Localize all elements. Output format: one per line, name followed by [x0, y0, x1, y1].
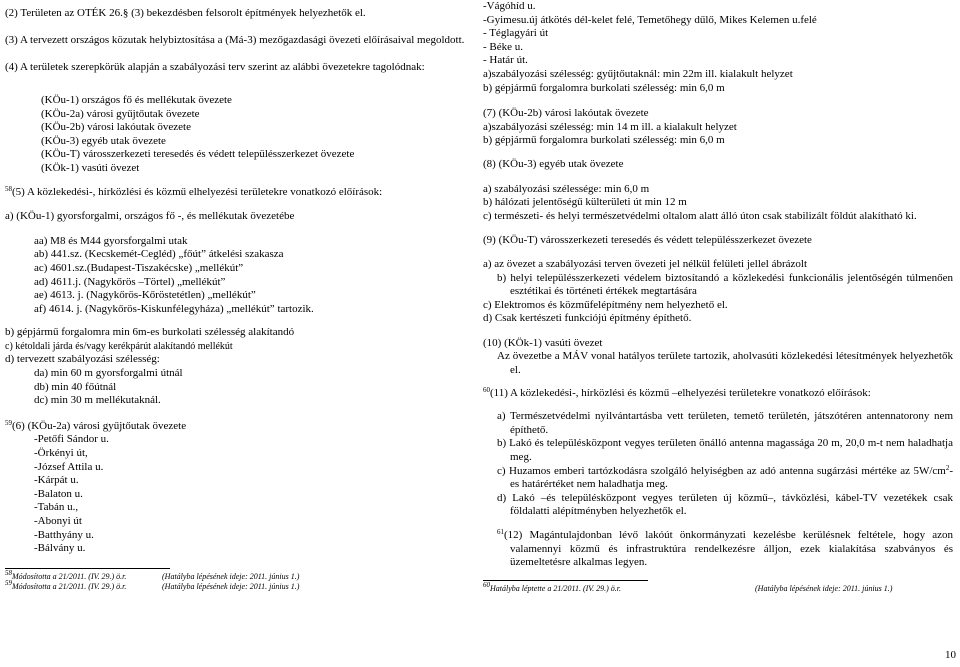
paragraph-9c: c) Elektromos és közműfelépítmény nem helyezhető el.: [483, 298, 728, 311]
list-item: -Bálvány u.: [34, 542, 86, 555]
footnote-divider: [5, 568, 170, 569]
list-item: (KÖu-1) országos fő és mellékutak övezete: [41, 93, 232, 106]
page-number: 10: [945, 649, 956, 661]
paragraph-9b: b) helyi településszerkezeti védelem biztosítandó a közlekedési funkcionális jelentőségén túlmenően esztétikai és történeti értékek megtartására: [497, 271, 953, 298]
paragraph-12: $^{61}$(12) Magántulajdonban lévő lakóút önkormányzati kezelésbe kerülésnek feltétele, hogy azon valamennyi közmű és infrastruktúra rendelkezésre álljon, ezek kialakítása szabványos és üzemeltetésre alkalmas legyen.: [497, 528, 953, 569]
paragraph-8: (8) (KÖu-3) egyéb utak övezete: [483, 157, 624, 170]
list-item: -Örkényi út,: [34, 447, 88, 460]
paragraph-9d: d) Csak kertészeti funkciójú építmény építhető.: [483, 312, 692, 325]
paragraph-9a: a) az övezet a szabályozási terven övezeti jel nélkül felületi jellel ábrázolt: [483, 257, 808, 270]
list-item: (KÖu-2a) városi gyűjtőutak övezete: [41, 107, 200, 120]
list-item: (KÖu-3) egyéb utak övezete: [41, 134, 166, 147]
paragraph-4: (4) A területek szerepkörük alapján a szabályozási terv szerint az alábbi övezetekre tagolódnak:: [5, 61, 425, 74]
zone-list: [5, 94, 465, 176]
list-item: -Kárpát u.: [34, 474, 79, 487]
paragraph-11c: c) Huzamos emberi tartózkodásra szolgáló helyiségben az adó antenna sugárzási mértéke az $5W/cm^2-es$ határértéket nem haladhatja meg.: [497, 463, 953, 491]
left-column: [5, 0, 465, 592]
footnote-ref[interactable]: 58: [5, 184, 12, 193]
paragraph-5: $^{58}$(5) A közlekedési-, hírközlési és közmű elhelyezési területekre vonatkozó előírások:: [5, 184, 383, 198]
list-item: af) 4614. j. (Nagykőrös-Kiskunfélegyháza) „mellékút” tartozik.: [34, 302, 314, 315]
list-item: (KÖu-2b) városi lakóutak övezete: [41, 121, 191, 134]
paragraph-5c: c) kétoldali járda és/vagy kerékpárút alakítandó mellékút: [5, 340, 233, 352]
list-item: - Határ út.: [483, 54, 528, 67]
list-item: -Vágóhíd u.: [483, 0, 536, 12]
list-item: ab) 441.sz. (Kecskemét-Cegléd) „főút” átkelési szakasza: [34, 248, 284, 261]
paragraph-11b: b) Lakó és településközpont vegyes területen önálló antenna magassága 20 m, 20,0 m-t nem haladhatja meg.: [497, 437, 953, 464]
paragraph-10: (10) (KÖk-1) vasúti övezet: [483, 336, 603, 349]
paragraph-8a: a) szabályozási szélessége: min 6,0 m: [483, 182, 650, 195]
footnote-58: $^{58}$Módosította a 21/2011. (IV. 29.) ö.r. (Hatályba lépésének ideje: 2011. június 1.): [5, 568, 300, 581]
footnote-ref[interactable]: 61: [497, 528, 504, 536]
paragraph-8b: b) hálózati jelentőségű külterületi út min 12 m: [483, 196, 687, 209]
paragraph-11a: a) Természetvédelmi nyilvántartásba vett területen, temető területén, játszótéren antennatorony nem építhető.: [497, 410, 953, 436]
paragraph-6b: b) gépjármű forgalomra burkolati szélesség: min 6,0 m: [483, 81, 725, 94]
paragraph-2: (2) Területen az OTÉK 26.§ (3) bekezdésben felsorolt építmények helyezhetők el.: [5, 7, 366, 19]
paragraph-9: (9) (KÖu-T) városszerkezeti teresedés és védett településszerkezet övezete: [483, 234, 812, 247]
road-list: [5, 235, 465, 317]
street-list-continued: [483, 0, 953, 68]
footnote-ref[interactable]: 59: [5, 418, 12, 427]
paragraph-8c: c) természeti- és helyi természetvédelmi oltalom alatt álló úton csak stabilizált földút alakítható ki.: [483, 209, 917, 222]
street-list: [5, 433, 465, 555]
list-item: -Tabán u.,: [34, 501, 79, 514]
list-item: aa) M8 és M44 gyorsforgalmi utak: [34, 234, 188, 247]
footnote-59: $^{59}$Módosította a 21/2011. (IV. 29.) ö.r. (Hatályba lépésének ideje: 2011. június 1.): [5, 578, 300, 591]
footnote-ref[interactable]: 60: [483, 385, 490, 394]
list-item: - Téglagyári út: [483, 27, 549, 40]
paragraph-3: (3) A tervezett országos közutak helybiztosítása a (Má-3) mezőgazdasági övezeti előírásaival megoldott.: [5, 34, 465, 47]
paragraph-5b: b) gépjármű forgalomra min 6m-es burkolati szélesség alakítandó: [5, 326, 295, 339]
paragraph-7: (7) (KÖu-2b) városi lakóutak övezete: [483, 107, 649, 120]
list-item: dc) min 30 m mellékutaknál.: [34, 394, 161, 407]
paragraph-10-text: Az övezetbe a MÁV vonal hatályos területe tartozik, aholvasúti közlekedési létesítmények helyezhetők el.: [497, 350, 953, 377]
list-item: db) min 40 főútnál: [34, 380, 117, 393]
width-list: [5, 367, 465, 408]
paragraph-11: $^{60}$(11) A közlekedési-, hírközlési és közmű –elhelyezési területekre vonatkozó előírások:: [483, 385, 871, 399]
list-item: -József Attila u.: [34, 460, 104, 473]
paragraph-6: $^{59}$(6) (KÖu-2a) városi gyűjtőutak övezete: [5, 418, 187, 432]
footnote-60: $^{60}$Hatályba léptette a 21/2011. (IV. 29.) ö.r. (Hatályba lépésének ideje: 2011. június 1.): [483, 580, 893, 593]
right-column: [483, 0, 953, 594]
list-item: -Petőfi Sándor u.: [34, 433, 109, 446]
list-item: - Béke u.: [483, 40, 524, 53]
list-item: ac) 4601.sz.(Budapest-Tiszakécske) „mellékút”: [34, 261, 244, 274]
list-item: (KÖk-1) vasúti övezet: [41, 161, 140, 174]
paragraph-6a: a)szabályozási szélesség: gyűjtőutaknál: min 22m ill. kialakult helyzet: [483, 67, 793, 80]
paragraph-7b: b) gépjármű forgalomra burkolati szélesség: min 6,0 m: [483, 134, 725, 147]
list-item: -Gyimesu.új átkötés dél-kelet felé, Temetőhegy dűlő, Mikes Kelemen u.felé: [483, 13, 817, 26]
footnote-divider: [483, 580, 648, 581]
list-item: ae) 4613. j. (Nagykőrös-Kőröstetétlen) „mellékút”: [34, 289, 256, 302]
paragraph-11d: d) Lakó –és településközpont vegyes területen új közmű–, távközlési, kábel-TV vezetékek csak földalatti alépítményben helyezhetők el.: [497, 491, 953, 518]
list-item: -Batthyány u.: [34, 528, 94, 541]
list-item: da) min 60 m gyorsforgalmi útnál: [34, 367, 183, 380]
paragraph-5d: d) tervezett szabályozási szélesség:: [5, 353, 160, 366]
paragraph-5a: a) (KÖu-1) gyorsforgalmi, országos fő -, és mellékutak övezetébe: [5, 210, 295, 223]
list-item: (KÖu-T) városszerkezeti teresedés és védett településszerkezet övezete: [41, 148, 355, 161]
list-item: -Balaton u.: [34, 487, 83, 500]
list-item: ad) 4611.j. (Nagykőrös –Törtel) „mellékút”: [34, 275, 226, 288]
list-item: -Abonyi út: [34, 515, 82, 527]
paragraph-7a: a)szabályozási szélesség: min 14 m ill. a kialakult helyzet: [483, 120, 737, 133]
